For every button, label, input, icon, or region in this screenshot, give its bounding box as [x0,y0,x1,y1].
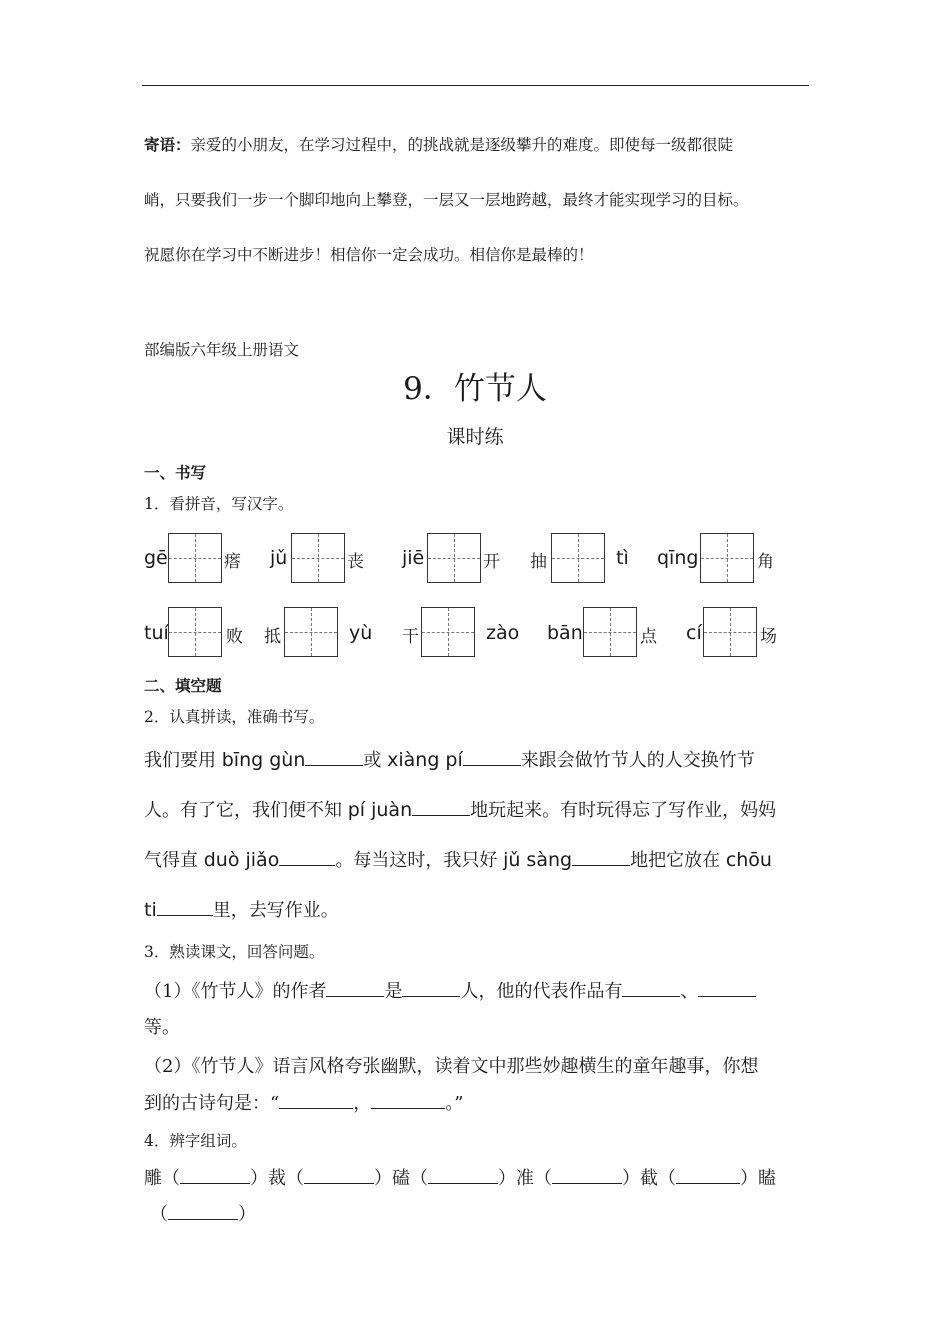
row1-item3-before: jiē [402,547,425,569]
row2-item2-before: 抵 [264,627,281,647]
row1-item4-after: tì [616,547,629,569]
answer-blank[interactable] [428,1165,498,1184]
answer-blank[interactable] [698,978,756,997]
answer-blank[interactable] [180,1165,250,1184]
char-2: 裁 [268,1168,286,1189]
paragraph-line-3 [144,846,772,872]
q3-1-text-b: 是 [384,981,403,1002]
pinyin-bing-gun: bīng gùn [221,749,306,771]
writing-box[interactable] [168,533,222,583]
question-1: 1．看拼音，写汉字。 [144,495,294,513]
char-3: 磕 [392,1168,410,1189]
q3-1-text-d: 、 [680,981,699,1002]
section-2-heading: 二、填空题 [144,676,222,695]
row2-item4-after: 点 [640,627,657,647]
edition-label: 部编版六年级上册语文 [144,341,300,359]
answer-blank[interactable] [371,1090,445,1109]
writing-box[interactable] [291,533,345,583]
q3-1-text-c: 人，他的代表作品有 [460,981,623,1002]
row1-item4-before: 抽 [530,552,547,572]
p1-text-a: 我们要用 [144,750,222,771]
answer-blank[interactable] [402,978,460,997]
answer-blank[interactable] [304,1165,374,1184]
answer-blank[interactable] [326,978,384,997]
question-2: 2．认真拼读，准确书写。 [144,708,325,726]
pinyin-xiang-pi: xiàng pí [387,749,463,771]
paragraph-line-4 [144,896,339,922]
row2-item3-after: zào [486,622,520,644]
row1-item2-before: jǔ [270,547,288,569]
page-title: 9．竹节人 [403,371,547,407]
row2-item5-before: cí [686,622,702,644]
char-1: 雕 [144,1168,162,1189]
row2-item4-before: bān [547,622,583,644]
question-4-line-1: 雕（ ）裁（ ）磕（ ）准（ ）截（ ）瞌 [144,1164,776,1190]
row2-item3-before: 干 [402,627,419,647]
pinyin-duo-jiao: duò jiǎo [203,849,280,871]
row1-item1-after: 瘩 [224,552,241,572]
answer-blank[interactable] [168,1201,238,1220]
row1-item5-after: 角 [757,552,774,572]
writing-box[interactable] [284,607,338,657]
answer-blank[interactable] [279,847,335,866]
writing-box[interactable] [700,533,754,583]
row1-item3-after: 开 [483,552,500,572]
question-3-2-line-2 [144,1089,463,1115]
message-line-2: 峭，只要我们一步一个脚印地向上攀登，一层又一层地跨越，最终才能实现学习的目标。 [144,191,749,209]
q3-1-text-a: （1）《竹节人》的作者 [144,981,327,1002]
pinyin-pi-juan: pí juàn [347,799,413,821]
pinyin-ju-sang: jǔ sàng [503,849,573,871]
question-4: 4．辨字组词。 [144,1132,247,1150]
paragraph-line-2 [144,796,776,822]
writing-box[interactable] [583,607,637,657]
message-label: 寄语： [144,135,191,154]
char-5: 截 [640,1168,658,1189]
answer-blank[interactable] [279,1090,353,1109]
p3-text-a: 气得直 [144,850,204,871]
writing-box[interactable] [421,607,475,657]
pinyin-ti: ti [144,899,157,921]
writing-box[interactable] [427,533,481,583]
message-line-3: 祝愿你在学习中不断进步！相信你一定会成功。相信你是最棒的！ [144,246,594,264]
row1-item2-after: 丧 [347,552,364,572]
writing-box[interactable] [551,533,605,583]
question-4-line-2: （ ） [150,1200,256,1226]
p2-text-a: 人。有了它，我们便不知 [144,800,348,821]
row1-item1-before: gē [144,547,168,569]
question-3-1 [144,977,756,1003]
message-text-1: 亲爱的小朋友，在学习过程中，的挑战就是逐级攀升的难度。即使每一级都很陡 [190,136,734,154]
answer-blank[interactable] [412,797,470,816]
p3-text-c: 。每当这时，我只好 [335,850,504,871]
answer-blank[interactable] [572,847,630,866]
answer-blank[interactable] [552,1165,622,1184]
p1-text-e: 来跟会做竹节人的人交换竹节 [520,750,755,771]
p1-text-c: 或 [363,750,388,771]
answer-blank[interactable] [305,747,363,766]
writing-box[interactable] [703,607,757,657]
answer-blank[interactable] [157,897,213,916]
p2-text-c: 地玩起来。有时玩得忘了写作业，妈妈 [470,800,777,821]
p4-text-b: 里，去写作业。 [212,900,339,921]
answer-blank[interactable] [463,747,521,766]
pinyin-chou: chōu [725,849,772,871]
char-6: 瞌 [758,1168,776,1189]
question-3-2-line-1: （2）《竹节人》语言风格夸张幽默，读着文中那些妙趣横生的童年趣事，你想 [144,1056,759,1077]
p3-text-e: 地把它放在 [630,850,726,871]
section-1-heading: 一、书写 [144,463,207,482]
row1-item5-before: qīng [657,547,699,569]
q3-2-text-c: ， [353,1093,372,1114]
writing-box[interactable] [168,607,222,657]
row2-item1-after: 败 [226,627,243,647]
q3-2-text-d: 。” [445,1093,464,1114]
question-3: 3．熟读课文，回答问题。 [144,943,325,961]
char-4: 准 [516,1168,534,1189]
header-rule [142,85,809,86]
row2-item2-after: yù [349,622,373,644]
answer-blank[interactable] [676,1165,740,1184]
answer-blank[interactable] [622,978,680,997]
row2-item1-before: tuí [144,622,169,644]
question-3-1-end: 等。 [144,1017,180,1038]
page-subtitle: 课时练 [446,426,504,448]
q3-2-text-b: 到的古诗句是：“ [144,1093,280,1114]
paragraph-line-1 [144,746,755,772]
row2-item5-after: 场 [760,627,777,647]
message-line-1 [144,133,733,155]
